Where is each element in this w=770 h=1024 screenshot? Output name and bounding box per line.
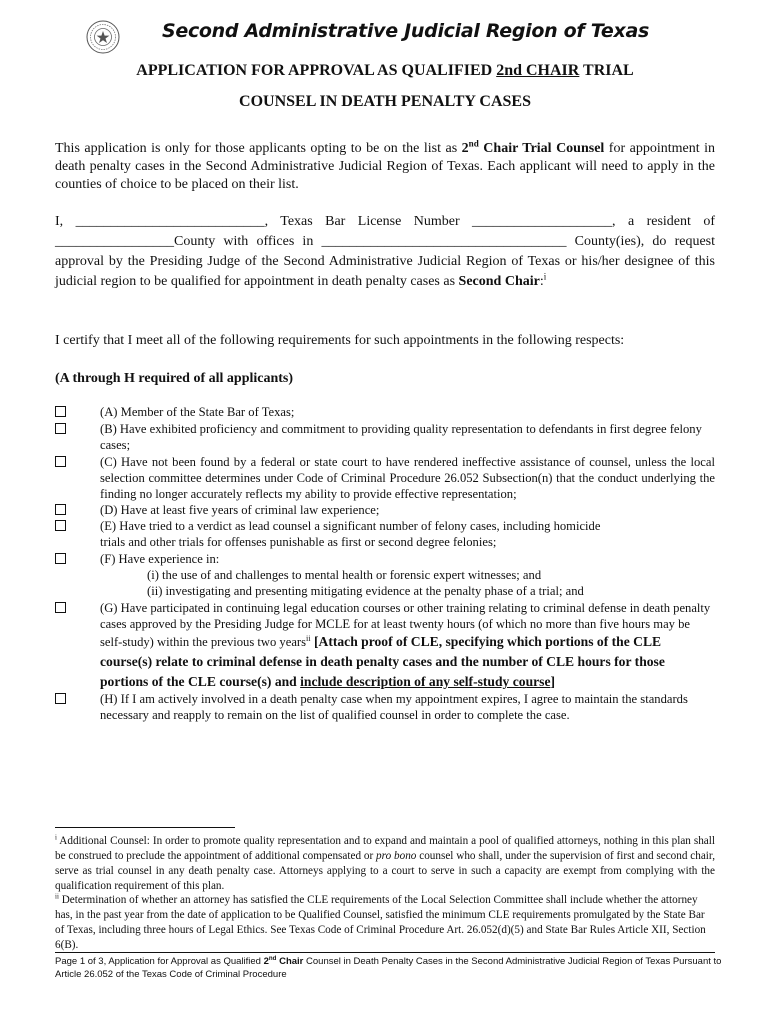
page-footer: Page 1 of 3, Application for Approval as Qualified 2nd Chair Counsel in Death Penalty Cases in the Second Administrative Judicial Region of Texas Pursuant to Article 26.052 of the Texas Code of Criminal Procedure <box>55 954 722 980</box>
checkbox-h[interactable] <box>55 693 66 704</box>
requirement-f-i: (i) the use of and challenges to mental health or forensic expert witnesses; and <box>147 568 542 582</box>
checkbox-e[interactable] <box>55 520 66 531</box>
checkbox-g[interactable] <box>55 602 66 613</box>
checkbox-a[interactable] <box>55 406 66 417</box>
office-counties-field[interactable]: ___________________________________ <box>321 234 567 249</box>
checkbox-b[interactable] <box>55 423 66 434</box>
checkbox-d[interactable] <box>55 504 66 515</box>
bar-number-field[interactable]: ____________________ <box>472 214 613 229</box>
footer-divider <box>55 952 715 953</box>
texas-seal-icon <box>86 20 120 54</box>
cle-attachment-instruction: [Attach proof of CLE, specifying which portions of the CLE course(s) relate to criminal defense in death penalty cases and the number of CLE hours for those portions of the CLE course(s) and include description of any self-study course] <box>100 634 665 689</box>
checkbox-f[interactable] <box>55 553 66 564</box>
footnote-1: $^i$ Additional Counsel: In order to promote quality representation and to expand and maintain a pool of qualified attorneys, nothing in this plan shall be construed to preclude the appointment of additional compensated or pro bono counsel who shall, under the supervision of first and second chair, serve as trial counsel in any death penalty case. Attorneys applying to a court to serve in such a capacity are exempt from complying with the qualification requirement of this plan. <box>55 833 715 892</box>
requirement-f-ii: (ii) investigating and presenting mitigating evidence at the penalty phase of a trial; and <box>147 584 584 598</box>
region-header-title: Second Administrative Judicial Region of Texas <box>162 20 649 42</box>
footnote-2: $^{ii}$ Determination of whether an attorney has satisfied the CLE requirements of the Local Selection Committee shall include whether the attorney has, in the past year from the date of application to be Qualified Counsel, satisfied the minimum CLE requirements promulgated by the State Bar of Texas, including three hours of Legal Ethics. See Texas Code of Criminal Procedure Art. 26.052(d)(5) and State Bar Rules Article XII, Section 6(B). <box>55 892 706 951</box>
certify-statement: I certify that I meet all of the following requirements for such appointments in the following respects: <box>55 333 625 348</box>
application-title-line2: COUNSEL IN DEATH PENALTY CASES <box>239 93 531 110</box>
application-title-line1: APPLICATION FOR APPROVAL AS QUALIFIED 2nd CHAIR TRIAL <box>136 62 634 79</box>
intro-paragraph: This application is only for those applicants opting to be on the list as 2nd Chair Trial Counsel for appointment in death penalty cases in the Second Administrative Judicial Region of Texas. Each applicant will need to apply in the counties of choice to be placed on their list. <box>55 138 716 192</box>
footnote-divider <box>55 827 235 828</box>
applicant-name-field[interactable]: ___________________________ <box>75 214 265 229</box>
resident-county-field[interactable]: _________________ <box>55 234 174 249</box>
applicant-declaration: I, ___________________________, Texas Bar License Number ____________________, a resident of _________________County with offices in ___________________________________ County(ies), do request approval by the Presiding Judge of the Second Administrative Judicial Region of Texas or his/her designee of this judicial region to be qualified for appointment in death penalty cases as Second Chair:$^i$ <box>55 214 716 289</box>
checkbox-c[interactable] <box>55 456 66 467</box>
requirements-heading: (A through H required of all applicants) <box>55 371 294 386</box>
document-page: Second Administrative Judicial Region of Texas APPLICATION FOR APPROVAL AS QUALIFIED 2nd CHAIR TRIAL COUNSEL IN DEATH PENALTY CASES This application is only for those applicants opting to be on the list as 2nd Chair Trial Counsel for appointment in death penalty cases in the Second Administrative Judicial Region of Texas. Each applicant will need to apply in the counties of choice to be placed on their list. I, ___________________________, Texas Bar License Number ____________________, a resident of _________________County with offices in ___________________________________ County(ies), do request approval by the Presiding Judge of the Second Administrative Judicial Region of Texas or his/her designee of this judicial region to be qualified for appointment in death penalty cases as Second Chair:$^i$ I certify that I meet all of the following requirements for such appointments in the following respects: (A through H required of all applicants) (A) Member of the State Bar of Texas; (B) Have exhibited proficiency and commitment to providing quality representation to defendants in first degree felony cases; (C) Have not been found by a federal or state court to have rendered ineffective assistance of counsel, unless the local selection committee determines under Code of Criminal Procedure 26.052 Subsection(n) that the conduct underlying the finding no longer accurately reflects my ability to provide effective representation; (D) Have at least five years of criminal law experience; (E) Have tried to a verdict as lead counsel a significant number of felony cases, including homicide trials and other trials for offenses punishable as first or second degree felonies; (F) Have experience in: (i) the use of and challenges to mental health or forensic expert witnesses; and (ii) investigating and presenting mitigating evidence at the penalty phase of a trial; and (G) Have participated in continuing legal education courses or other training relating to criminal defense in death penalty cases approved by the Presiding Judge for MCLE for at least twenty hours (of which no more than five hours may be self-study) within the previous two years$^{ii}$ [Attach proof of CLE, specifying which portions of the CLE course(s) relate to criminal defense in death penalty cases and the number of CLE hours for those portions of the CLE course(s) and include description of any self-study course] (H) If I am actively involved in a death penalty case when my appointment expires, I agree to maintain the standards necessary and reapply to remain on the list of qualified counsel in order to complete the case. $^i$ Additional Counsel: In order to promote quality representation and to expand and maintain a pool of qualified attorneys, nothing in this plan shall be construed to preclude the appointment of additional compensated or pro bono counsel who shall, under the supervision of first and second chair, serve as trial counsel in any death penalty case. Attorneys applying to a court to serve in such a capacity are exempt from complying with the qualification requirement of this plan. $^{ii}$ Determination of whether an attorney has satisfied the CLE requirements of the Local Selection Committee shall include whether the attorney has, in the past year from the date of application to be Qualified Counsel, satisfied the minimum CLE requirements promulgated by the State Bar of Texas, including three hours of Legal Ethics. See Texas Code of Criminal Procedure Art. 26.052(d)(5) and State Bar Rules Article XII, Section 6(B). Page 1 of 3, Application for Approval as Qualified 2nd Chair Counsel in Death Penalty Cases in the Second Administrative Judicial Region of Texas Pursuant to Article 26.052 of the Texas Code of Criminal Procedure <box>0 0 770 1024</box>
